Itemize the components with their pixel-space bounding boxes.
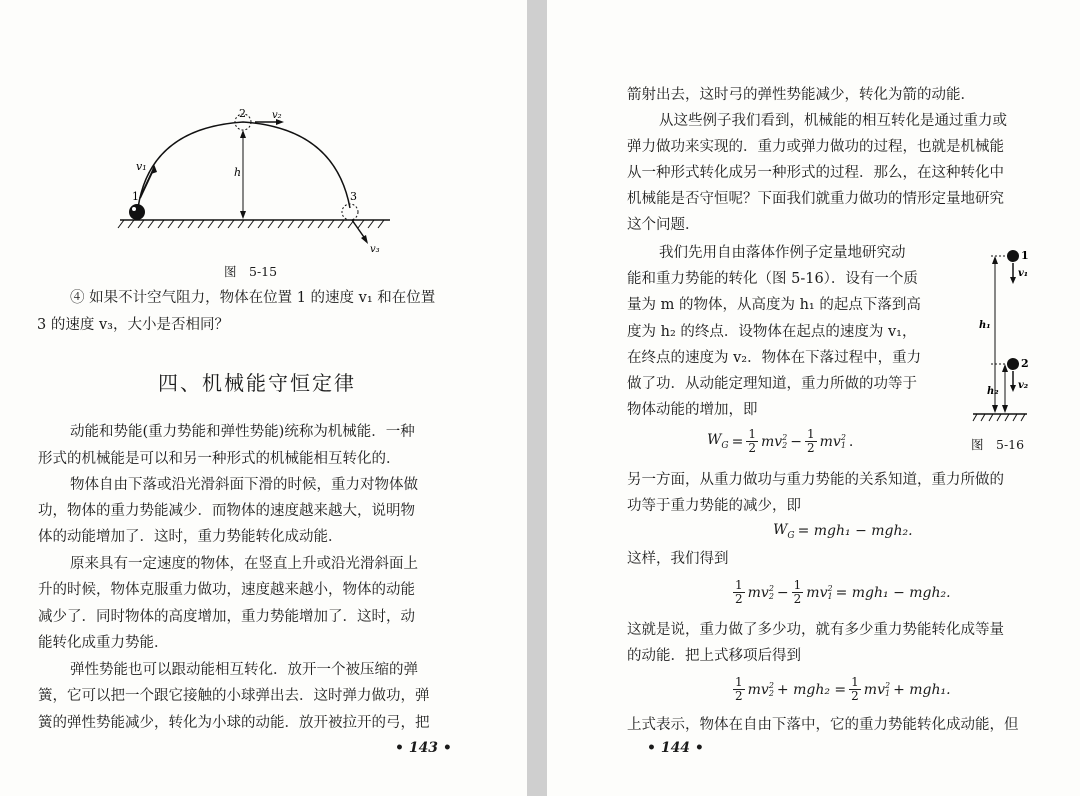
label-v3: v₃ (370, 244, 380, 255)
ball-start (1007, 250, 1019, 262)
label-point-2: 2 (239, 108, 246, 120)
label-v2: v₂ (272, 110, 282, 121)
body-line: 在终点的速度为 v₂．物体在下落过程中，重力 (627, 350, 922, 366)
body-line: 这就是说，重力做了多少功，就有多少重力势能转化成等量 (627, 622, 1004, 638)
body-line: 从一种形式转化成另一种形式的过程．那么，在这种转化中 (627, 165, 1004, 181)
right-page (547, 0, 1080, 796)
body-line: 弹力做功来实现的．重力或弹力做功的过程，也就是机械能 (627, 139, 1004, 155)
label-point-1: 1 (132, 190, 139, 203)
equation-work-potential: $W_G$ = mgh₁ − mgh₂. (773, 522, 913, 541)
body-line: 升的时候，物体克服重力做功，速度越来越小，物体的动能 (38, 582, 415, 598)
body-line: 箭射出去，这时弓的弹性势能减少，转化为箭的动能． (627, 87, 975, 103)
body-line: 簧，它可以把一个跟它接触的小球弹出去．这时弹力做功，弹 (38, 688, 430, 704)
body-line: 减少了．同时物体的高度增加，重力势能增加了．这时，动 (38, 609, 415, 625)
body-line: 的动能．把上式移项后得到 (627, 648, 801, 664)
body-line: 弹性势能也可以跟动能相互转化．放开一个被压缩的弹 (70, 662, 418, 678)
equation-energy-balance: $\frac{1}{2}$ mv 2 2 − $\frac{1}{2}$ mv 2 1 = mgh₁ − mgh₂. (735, 578, 951, 606)
body-line: 我们先用自由落体作例子定量地研究动 (659, 245, 906, 261)
question-line: 3 的速度 v₃，大小是否相同？ (37, 317, 229, 333)
body-line: 从这些例子我们看到，机械能的相互转化是通过重力或 (659, 113, 1007, 129)
book-gutter (527, 0, 547, 796)
page-number-144: • 144 • (647, 740, 704, 756)
figure-5-15 (110, 108, 400, 258)
label-v1: v₁ (136, 160, 147, 173)
body-line: 这样，我们得到 (627, 551, 729, 567)
body-line: 形式的机械能是可以和另一种形式的机械能相互转化的． (38, 451, 401, 467)
body-line: 这个问题． (627, 217, 700, 233)
body-line: 机械能是否守恒呢？下面我们就重力做功的情形定量地研究 (627, 191, 1004, 207)
page-number-143: • 143 • (395, 740, 452, 756)
figure-5-16 (965, 244, 1065, 434)
figure-5-16-caption: 图 5-16 (971, 437, 1025, 452)
figure-5-15-caption: 图 5-15 (224, 264, 278, 279)
body-line: 量为 m 的物体，从高度为 h₁ 的起点下落到高 (627, 297, 921, 313)
ball-position-1 (129, 204, 145, 220)
body-line: 度为 h₂ 的终点．设物体在起点的速度为 v₁， (627, 324, 917, 340)
label-h2: h₂ (987, 386, 999, 397)
body-line: 功等于重力势能的减少，即 (627, 498, 801, 514)
section-heading: 四、机械能守恒定律 (158, 371, 356, 395)
question-line: ④ 如果不计空气阻力，物体在位置 1 的速度 v₁ 和在位置 (70, 290, 436, 306)
label-point-3: 3 (350, 190, 357, 203)
body-line: 体的动能增加了．这时，重力势能转化成动能． (38, 529, 343, 545)
label-h1: h₁ (979, 320, 991, 331)
left-page (0, 0, 527, 796)
body-line: 上式表示，物体在自由下落中，它的重力势能转化成动能，但 (627, 717, 1019, 733)
body-line: 能和重力势能的转化（图 5-16）．设有一个质 (627, 271, 918, 287)
label-v2: v₂ (1018, 380, 1029, 391)
body-line: 物体动能的增加，即 (627, 402, 758, 418)
label-h: h (234, 166, 242, 179)
ball-end (1007, 358, 1019, 370)
label-point-2: 2 (1021, 357, 1029, 370)
label-point-1: 1 (1021, 249, 1029, 262)
body-line: 原来具有一定速度的物体，在竖直上升或沿光滑斜面上 (70, 556, 418, 572)
body-line: 能转化成重力势能． (38, 635, 169, 651)
body-line: 做了功．从动能定理知道，重力所做的功等于 (627, 376, 917, 392)
body-line: 功，物体的重力势能减少．而物体的速度越来越大，说明物 (38, 503, 415, 519)
body-line: 簧的弹性势能减少，转化为小球的动能．放开被拉开的弓，把 (38, 715, 430, 731)
equation-work-kinetic: $W_G$ = $\frac{1}{2}$ mv 2 2 − $\frac{1}{2}$ mv 2 1 . (707, 427, 854, 455)
label-v1: v₁ (1018, 268, 1029, 279)
body-line: 物体自由下落或沿光滑斜面下滑的时候，重力对物体做 (70, 477, 418, 493)
body-line: 动能和势能(重力势能和弹性势能)统称为机械能．一种 (70, 424, 415, 440)
equation-conservation: $\frac{1}{2}$ mv 2 2 + mgh₂ = $\frac{1}{2}$ mv 2 1 + mgh₁. (735, 675, 951, 703)
body-line: 另一方面，从重力做功与重力势能的关系知道，重力所做的 (627, 472, 1004, 488)
